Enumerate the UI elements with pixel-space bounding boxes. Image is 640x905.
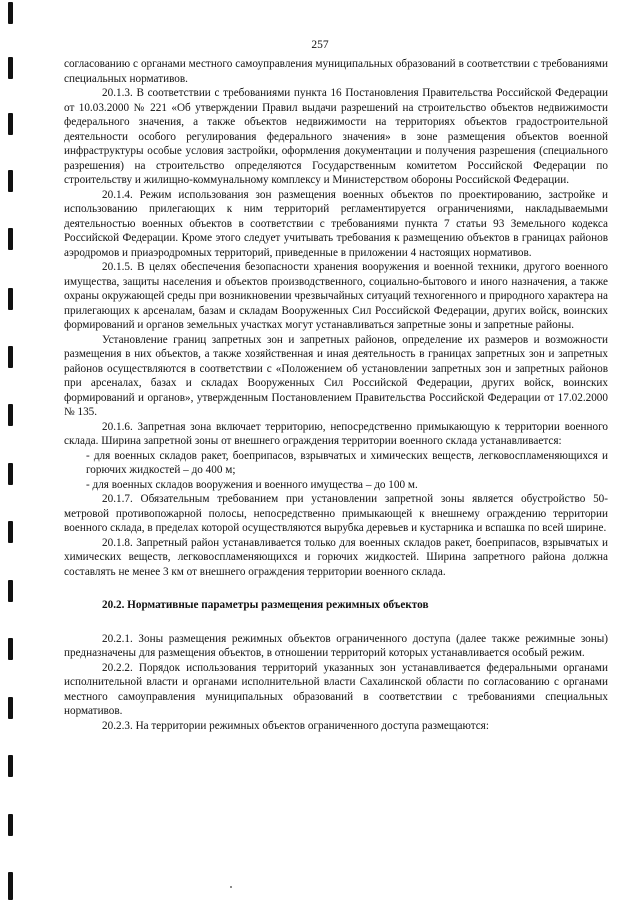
binder-mark (8, 814, 13, 836)
paragraph: 20.1.8. Запретный район устанавливается только для военных складов ракет, боеприпасов, взрывчатых и химических веществ, легковоспламеняющихся и горючих жидкостей. Ширина запретного района должна составлять не менее 3 км от внешнего ограждения территории военного склада. (64, 536, 608, 578)
binder-mark (8, 638, 13, 660)
paragraph: 20.1.6. Запретная зона включает территорию, непосредственно примыкающую к территории военного склада. Ширина запретной зоны от внешнего ограждения территории военного склада устанавливается: (64, 420, 608, 447)
binder-mark (8, 170, 13, 192)
paragraph: 20.1.4. Режим использования зон размещения военных объектов по проектированию, застройке и использованию прилегающих к ним территорий регламентируется ограничениями, накладываемыми деятельностью военных объектов в соответствии с требованиями пункта 7 статьи 93 Земельного кодекса Российской Федерации. Кроме этого следует учитывать требования к размещению объектов в границах районов аэродромов и приаэродромных территорий, приведенные в приложении 4 настоящих нормативов. (64, 188, 608, 259)
binder-mark (8, 580, 13, 602)
paragraph: 20.2.1. Зоны размещения режимных объектов ограниченного доступа (далее также режимные зоны) предназначены для размещения объектов, в отношении территорий которых устанавливается особый режим. (64, 632, 608, 659)
paragraph: 20.1.3. В соответствии с требованиями пункта 16 Постановления Правительства Российской Федерации от 10.03.2000 № 221 «Об утверждении Правил выдачи разрешений на строительство объектов недвижимости федерального значения, а также объектов недвижимости на территориях объектов градостроительной деятельности особого регулирования федерального значения» в зоне размещения объектов военной инфраструктуры особые условия застройки, оформления документации и получения разрешения (специального разрешения) на строительство определяются Государственным комитетом Российской Федерации по строительству и жилищно-коммунальному комплексу и Министерством обороны Российской Федерации. (64, 87, 608, 186)
binder-mark (8, 57, 13, 79)
binder-mark (8, 755, 13, 777)
binder-mark (8, 2, 13, 24)
binder-mark (8, 404, 13, 426)
paragraph: 20.2.3. На территории режимных объектов ограниченного доступа размещаются: (102, 719, 489, 732)
binder-mark (8, 697, 13, 719)
binder-mark (8, 463, 13, 485)
paragraph: согласованию с органами местного самоуправления муниципальных образований в соответствии с требованиями специальных нормативов. (64, 58, 608, 85)
binder-mark (8, 872, 13, 900)
binder-mark (8, 288, 13, 310)
paragraph: 20.1.5. В целях обеспечения безопасности хранения вооружения и военной техники, другого военного имущества, защиты населения и объектов производственного, социально-бытового и иного назначения, а также охраны окружающей среды при возникновении чрезвычайных ситуаций техногенного и природного характера на прилегающих к арсеналам, базам и складам Вооруженных Сил Российской Федерации, других войск, воинских формирований и органов земельных участках могут устанавливаться запретные зоны и запретные районы. (64, 261, 608, 331)
list-item: - для военных складов ракет, боеприпасов, взрывчатых и химических веществ, легковоспламеняющихся и горючих жидкостей – до 400 м; (86, 449, 608, 476)
binder-mark (8, 521, 13, 543)
binder-mark (8, 346, 13, 368)
paragraph: 20.2.2. Порядок использования территорий указанных зон устанавливается федеральными органами исполнительной власти и органами исполнительной власти Сахалинской области по согласованию с органами местного самоуправления муниципальных образований в соответствии с требованиями специальных нормативов. (64, 661, 608, 717)
page-body (64, 57, 608, 733)
scan-speck (230, 886, 232, 888)
section-heading: 20.2. Нормативные параметры размещения режимных объектов (102, 599, 429, 611)
binder-mark (8, 113, 13, 135)
binder-mark (8, 228, 13, 250)
paragraph: Установление границ запретных зон и запретных районов, определение их размеров и возможности размещения в них объектов, а также хозяйственная и иная деятельность в границах запретных зон и запретных районов осуществляются в соответствии с «Положением об установлении запретных зон и запретных районов при арсеналах, базах и складах Вооруженных Сил Российской Федерации, других войск, воинских формирований и органов», утвержденным Постановлением Правительства Российской Федерации от 17.02.2000 № 135. (64, 333, 608, 418)
list-item: - для военных складов вооружения и военного имущества – до 100 м. (86, 478, 418, 491)
page-number: 257 (311, 39, 329, 51)
paragraph: 20.1.7. Обязательным требованием при установлении запретной зоны является обустройство 50-метровой противопожарной полосы, непосредственно примыкающей к внешнему ограждению территории военного склада, в пределах которой осуществляются вырубка деревьев и кустарника и вспашка по всей ширине. (64, 493, 608, 534)
